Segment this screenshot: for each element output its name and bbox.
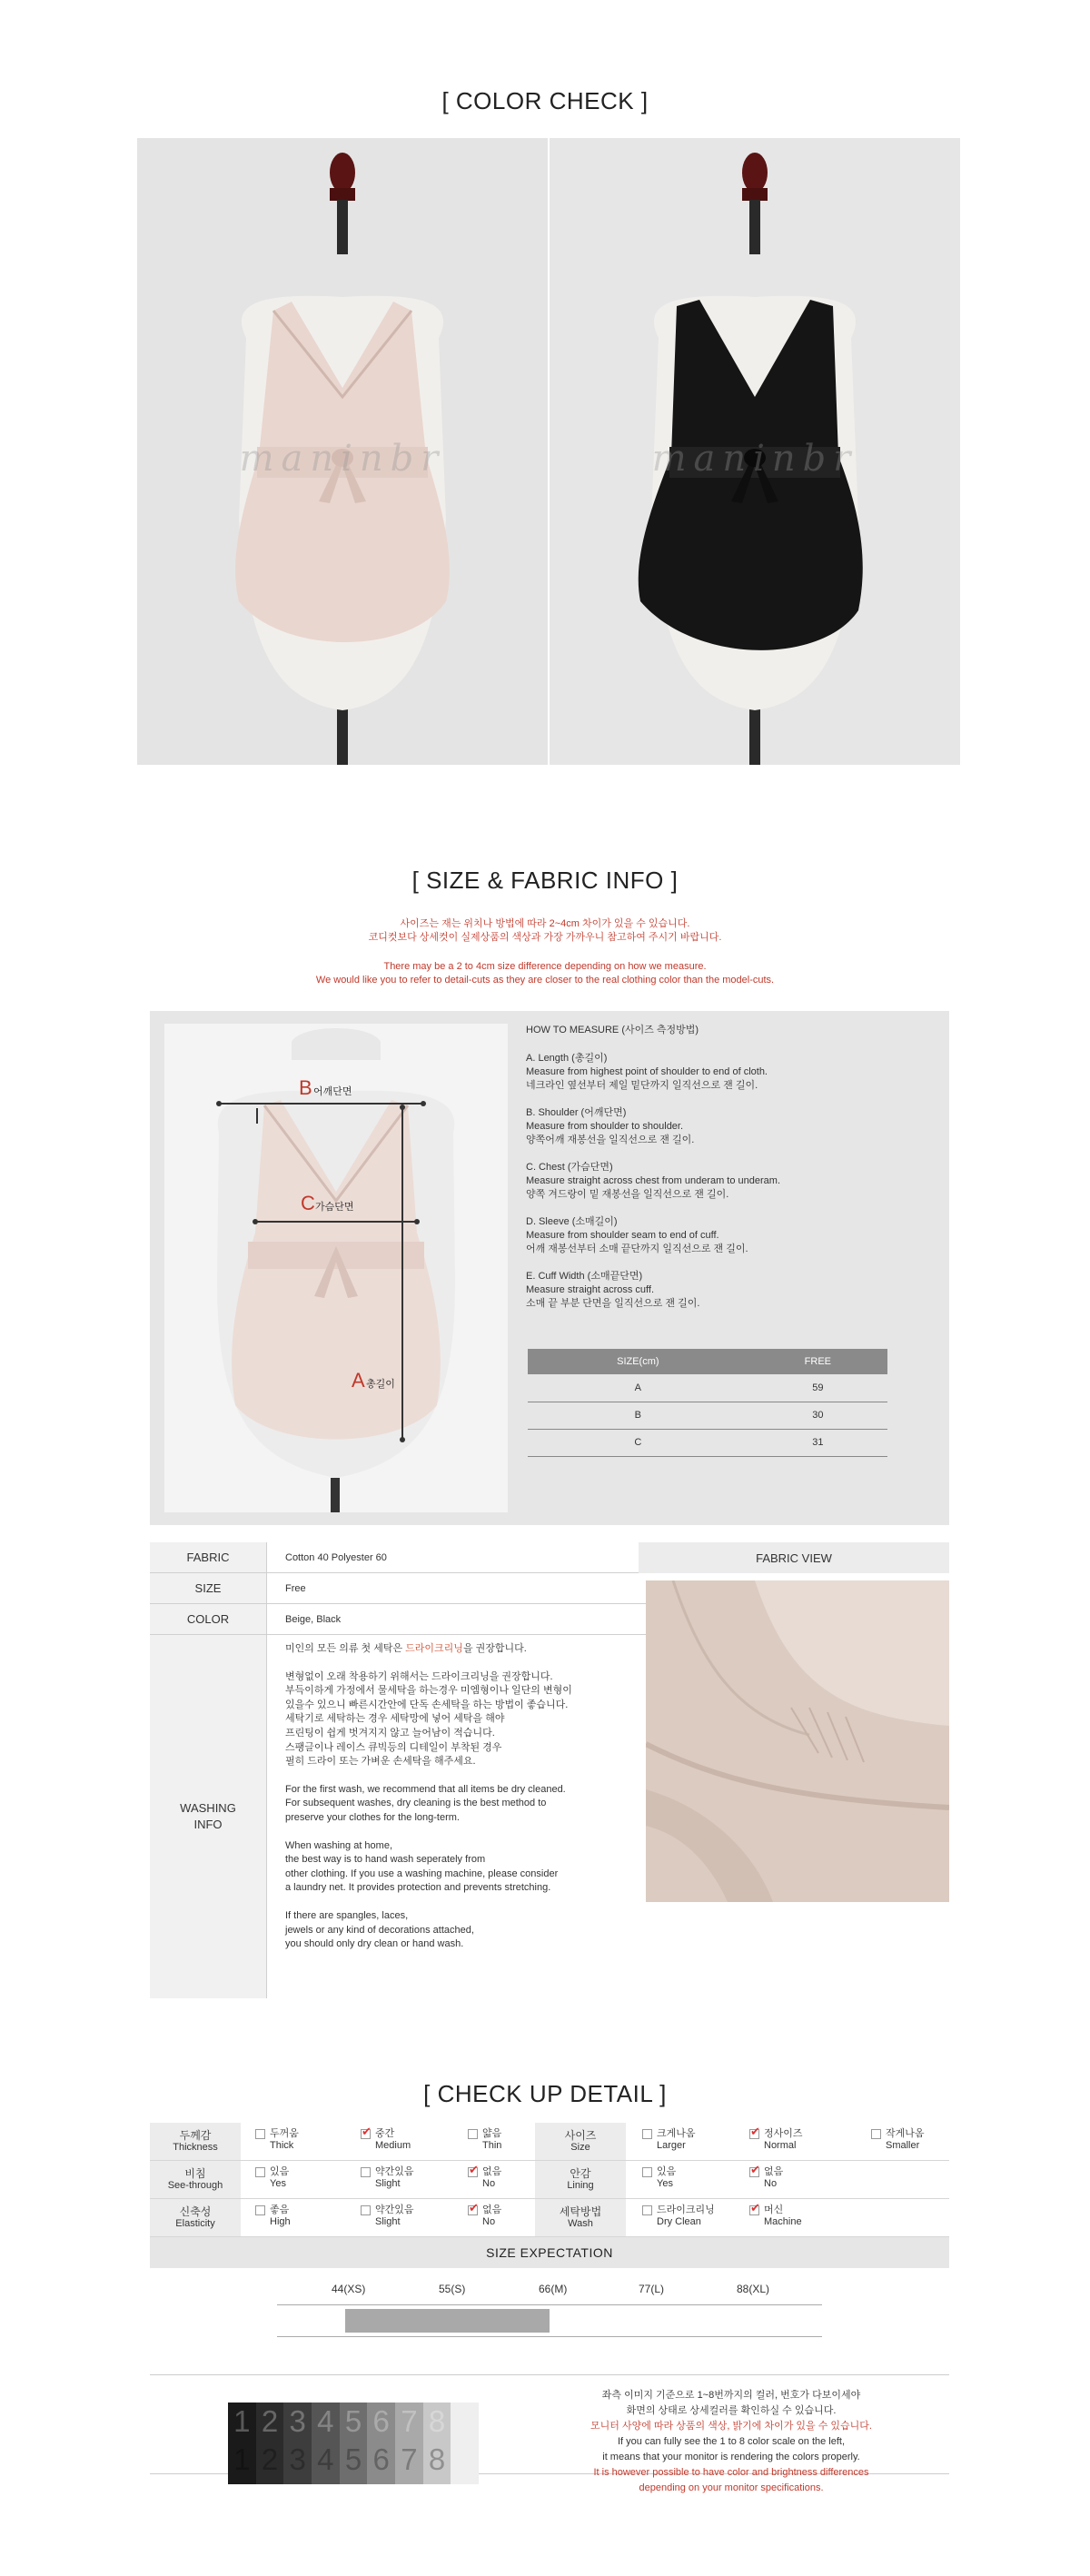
color-scale: [228, 2403, 479, 2484]
wash-intro-highlight: 드라이크리닝: [405, 1643, 463, 1654]
wash-intro-text: 을 권장합니다.: [462, 1643, 527, 1654]
check-option[interactable]: [255, 2128, 299, 2152]
washing-label-line: INFO: [193, 1818, 223, 1831]
color-value: Beige, Black: [266, 1604, 657, 1635]
measure-panel: [150, 1011, 949, 1525]
checkbox-icon[interactable]: [255, 2205, 265, 2215]
option-en: Normal: [764, 2140, 797, 2151]
black-product-photo: [550, 138, 960, 765]
color-scale-digit: 2: [261, 2442, 279, 2476]
check-option[interactable]: [468, 2166, 501, 2190]
wash-line: you should only dry clean or hand wash.: [285, 1938, 464, 1950]
measure-item-en: Measure from shoulder to shoulder.: [526, 1121, 684, 1132]
check-label-kr: 두께감: [179, 2128, 212, 2142]
notice-en-line-2: We would like you to refer to detail-cuts as they are closer to the real clothing color than the model-cuts.: [315, 975, 775, 986]
check-row-3: [150, 2199, 949, 2237]
size-expectation-bar: [277, 2304, 822, 2337]
option-en: Dry Clean: [657, 2216, 701, 2227]
wash-line: 프린팅이 쉽게 벗겨지지 않고 늘어남이 적습니다.: [285, 1727, 495, 1739]
checkbox-icon[interactable]: [361, 2167, 371, 2177]
how-to-measure-title: HOW TO MEASURE (사이즈 측정방법): [526, 1025, 699, 1035]
option-en: Thin: [482, 2140, 502, 2151]
wash-en-2: [285, 1839, 639, 1896]
check-label: [150, 2123, 241, 2160]
size-expectation-title: SIZE EXPECTATION: [150, 2237, 949, 2268]
check-up-title: [ CHECK UP DETAIL ]: [423, 2080, 667, 2107]
option-en: No: [482, 2216, 496, 2227]
checkbox-icon[interactable]: [642, 2167, 652, 2177]
measure-item-kr: 네크라인 옆선부터 제일 밑단까지 일직선으로 잰 길이.: [526, 1080, 758, 1091]
washing-label-line: WASHING: [180, 1801, 236, 1815]
check-label-en: Thickness: [173, 2141, 218, 2153]
check-option[interactable]: [361, 2128, 411, 2152]
check-row-2: [150, 2161, 949, 2199]
color-scale-cell: [340, 2403, 368, 2484]
checkbox-icon[interactable]: [255, 2167, 265, 2177]
check-label-en: Size: [570, 2141, 590, 2153]
measure-item: [526, 1106, 926, 1147]
size-label-xl: 88(XL): [737, 2283, 770, 2295]
notice-kr-line-1: 사이즈는 재는 위치나 방법에 따라 2~4cm 차이가 있을 수 있습니다.: [400, 918, 690, 929]
check-label: [535, 2161, 626, 2198]
notice-en-line-1: There may be a 2 to 4cm size difference depending on how we measure.: [383, 961, 707, 972]
checked-checkbox-icon[interactable]: [749, 2205, 759, 2215]
checkbox-icon[interactable]: [255, 2129, 265, 2139]
checked-checkbox-icon[interactable]: [468, 2167, 478, 2177]
option-en: Thick: [270, 2140, 294, 2151]
checkbox-icon[interactable]: [361, 2205, 371, 2215]
color-scale-cell: [367, 2403, 395, 2484]
size-value: Free: [266, 1573, 657, 1604]
check-label: [535, 2123, 626, 2160]
wash-line: When washing at home,: [285, 1839, 393, 1851]
option-kr: 크게나옴: [657, 2128, 696, 2139]
check-option[interactable]: [871, 2128, 925, 2152]
option-en: Machine: [764, 2216, 802, 2227]
wash-line: other clothing. If you use a washing machine, please consider: [285, 1868, 559, 1879]
check-label-en: Lining: [567, 2179, 594, 2191]
option-en: High: [270, 2216, 291, 2227]
measure-item: [526, 1215, 926, 1256]
option-kr: 약간있음: [375, 2166, 414, 2177]
check-label-kr: 세탁방법: [559, 2204, 602, 2218]
color-scale-cell: [312, 2403, 340, 2484]
table-cell: 31: [748, 1429, 887, 1456]
measure-item-heading: E. Cuff Width (소매끝단면): [526, 1271, 643, 1282]
how-to-measure: [526, 1024, 926, 1324]
color-scale-section: [150, 2374, 949, 2493]
measure-item: [526, 1270, 926, 1311]
wash-line: preserve your clothes for the long-term.: [285, 1811, 460, 1823]
option-en: Slight: [375, 2216, 401, 2227]
size-label-s: 55(S): [439, 2283, 466, 2295]
scale-text-line: 모니터 사양에 따라 상품의 색상, 밝기에 차이가 있을 수 있습니다.: [590, 2421, 872, 2432]
option-kr: 없음: [482, 2204, 502, 2215]
check-option[interactable]: [642, 2204, 715, 2228]
table-cell: A: [528, 1374, 748, 1402]
size-table-col: SIZE(cm): [528, 1349, 748, 1374]
color-scale-cell: [423, 2403, 451, 2484]
table-cell: 59: [748, 1374, 887, 1402]
color-scale-notice: [550, 2388, 913, 2496]
measure-item-kr: 양쪽 겨드랑이 밑 재봉선을 일직선으로 잰 길이.: [526, 1189, 729, 1200]
check-option[interactable]: [255, 2166, 289, 2190]
size-label-xs: 44(XS): [332, 2283, 366, 2295]
size-expectation-fill: [345, 2309, 550, 2333]
wash-kr: [285, 1670, 639, 1769]
color-scale-cell: [228, 2403, 256, 2484]
check-label-en: See-through: [167, 2179, 223, 2191]
color-scale-cell: [395, 2403, 423, 2484]
check-option[interactable]: [468, 2128, 501, 2152]
color-scale-digit: 6: [372, 2442, 390, 2476]
measure-item: [526, 1161, 926, 1202]
check-option[interactable]: [749, 2166, 783, 2190]
size-table-header: [528, 1349, 887, 1374]
check-label-kr: 신축성: [179, 2204, 212, 2218]
scale-text-line: it means that your monitor is rendering the colors properly.: [602, 2452, 860, 2462]
wash-intro: [285, 1642, 639, 1657]
wash-line: the best way is to hand wash seperately from: [285, 1854, 486, 1866]
wash-line: 세탁기로 세탁하는 경우 세탁망에 넣어 세탁을 해야: [285, 1713, 505, 1725]
checkbox-icon[interactable]: [468, 2129, 478, 2139]
scale-text-line: If you can fully see the 1 to 8 color scale on the left,: [617, 2436, 846, 2447]
wash-line: 부득이하게 가정에서 물세탁을 하는경우 미엠형이나 일단의 변형이: [285, 1685, 572, 1697]
table-cell: 30: [748, 1402, 887, 1429]
color-scale-cell: [283, 2403, 312, 2484]
label-a: A: [352, 1369, 365, 1392]
check-option[interactable]: [361, 2204, 414, 2228]
option-kr: 정사이즈: [764, 2128, 803, 2139]
watermark: maninbr: [239, 438, 446, 480]
checkbox-icon[interactable]: [871, 2129, 881, 2139]
measure-item: [526, 1052, 926, 1093]
checked-checkbox-icon[interactable]: [468, 2205, 478, 2215]
check-option[interactable]: [255, 2204, 291, 2228]
option-kr: 있음: [270, 2166, 290, 2177]
scale-text-line: depending on your monitor specifications.: [639, 2482, 824, 2493]
option-en: Medium: [375, 2140, 411, 2151]
color-scale-digit: 5: [344, 2442, 362, 2476]
measure-item-en: Measure from shoulder seam to end of cuff.: [526, 1230, 719, 1241]
label-b-sub: 어깨단면: [313, 1086, 352, 1097]
measure-item-heading: B. Shoulder (어깨단면): [526, 1107, 627, 1118]
check-option[interactable]: [468, 2204, 501, 2228]
option-en: No: [764, 2178, 778, 2189]
measure-item-kr: 소매 끝 부분 단면을 일직선으로 잰 길이.: [526, 1298, 700, 1309]
check-option[interactable]: [642, 2128, 696, 2152]
label-b: B: [299, 1076, 312, 1099]
wash-line: jewels or any kind of decorations attached,: [285, 1924, 474, 1936]
check-label-kr: 사이즈: [564, 2128, 597, 2142]
color-label: COLOR: [150, 1604, 266, 1635]
washing-info: [266, 1635, 657, 1998]
option-kr: 작게나옴: [886, 2128, 925, 2139]
option-en: Yes: [657, 2178, 673, 2189]
option-en: Yes: [270, 2178, 286, 2189]
wash-line: If there are spangles, laces,: [285, 1909, 409, 1921]
measure-diagram: [164, 1024, 508, 1512]
option-en: Larger: [657, 2140, 686, 2151]
option-en: Slight: [375, 2178, 401, 2189]
wash-line: 있을수 있으니 빠른시간안에 단독 손세탁을 하는 방법이 좋습니다.: [285, 1699, 569, 1710]
check-option[interactable]: [749, 2128, 803, 2152]
check-row-1: [150, 2123, 949, 2161]
fabric-view-photo: [646, 1580, 949, 1902]
fabric-info: [150, 1542, 949, 1998]
fabric-value: Cotton 40 Polyester 60: [266, 1542, 657, 1573]
check-option[interactable]: [749, 2204, 802, 2228]
beige-product-photo: [137, 138, 548, 765]
measure-item-en: Measure straight across chest from underam to underam.: [526, 1175, 781, 1186]
color-scale-digit: 7: [401, 2442, 418, 2476]
check-label: [150, 2199, 241, 2236]
wash-line: 스팽글이나 레이스 큐빅등의 디테일이 부착된 경우: [285, 1741, 502, 1753]
wash-line: For subsequent washes, dry cleaning is the best method to: [285, 1798, 547, 1809]
scale-text-line: 화면의 상태로 상세컬러를 확인하실 수 있습니다.: [626, 2405, 837, 2416]
option-kr: 없음: [764, 2166, 784, 2177]
size-table: [528, 1349, 887, 1457]
color-scale-digit: 8: [428, 2404, 446, 2438]
color-scale-digit: 5: [344, 2404, 362, 2438]
option-en: No: [482, 2178, 496, 2189]
check-option[interactable]: [361, 2166, 414, 2190]
wash-line: For the first wash, we recommend that all items be dry cleaned.: [285, 1783, 566, 1795]
fabric-view-title: FABRIC VIEW: [639, 1542, 949, 1573]
scale-text-line: It is however possible to have color and brightness differences: [593, 2467, 869, 2478]
wash-line: 변형없이 오래 착용하기 위해서는 드라이크리닝을 권장합니다.: [285, 1670, 553, 1682]
notice-en: [0, 960, 1090, 987]
checked-checkbox-icon[interactable]: [749, 2129, 759, 2139]
color-scale-digit: 6: [372, 2404, 390, 2438]
color-scale-digit: 1: [233, 2442, 251, 2476]
color-scale-digit: 2: [261, 2404, 279, 2438]
scale-text-line: 좌측 이미지 기준으로 1~8번까지의 컬러, 번호가 다보이세야: [601, 2390, 861, 2401]
color-scale-digit: 8: [428, 2442, 446, 2476]
wash-line: a laundry net. It provides protection and prevents stretching.: [285, 1882, 551, 1894]
check-option[interactable]: [642, 2166, 676, 2190]
label-a-sub: 총길이: [366, 1379, 395, 1390]
watermark: maninbr: [651, 438, 858, 480]
measure-item-en: Measure from highest point of shoulder to end of cloth.: [526, 1066, 768, 1077]
notice-kr-line-2: 코디컷보다 상세컷이 실제상품의 색상과 가장 가까우니 참고하여 주시기 바랍니다.: [368, 932, 722, 943]
color-scale-digit: 1: [233, 2404, 251, 2438]
option-kr: 얇음: [482, 2128, 502, 2139]
option-en: Smaller: [886, 2140, 920, 2151]
check-label: [150, 2161, 241, 2198]
table-row: [528, 1402, 887, 1429]
wash-en-1: [285, 1783, 639, 1826]
size-table-col: FREE: [748, 1349, 887, 1374]
color-scale-digit: 4: [317, 2404, 334, 2438]
notice-kr: [0, 917, 1090, 945]
washing-label: [150, 1635, 266, 1998]
size-label-l: 77(L): [639, 2283, 665, 2295]
option-kr: 있음: [657, 2166, 677, 2177]
color-scale-cell: [256, 2403, 284, 2484]
color-scale-cell: [451, 2403, 479, 2484]
option-kr: 약간있음: [375, 2204, 414, 2215]
table-cell: C: [528, 1429, 748, 1456]
measure-item-kr: 어깨 재봉선부터 소매 끝단까지 일직선으로 잰 길이.: [526, 1243, 748, 1254]
color-check-title: [ COLOR CHECK ]: [441, 87, 649, 114]
check-label-en: Wash: [568, 2217, 593, 2229]
size-fabric-title: [ SIZE & FABRIC INFO ]: [411, 867, 679, 894]
measure-item-heading: A. Length (총길이): [526, 1053, 608, 1064]
color-scale-digit: 7: [401, 2404, 418, 2438]
label-c-sub: 가슴단면: [315, 1202, 354, 1213]
option-kr: 머신: [764, 2204, 784, 2215]
size-label-m: 66(M): [539, 2283, 568, 2295]
checked-checkbox-icon[interactable]: [361, 2129, 371, 2139]
option-kr: 중간: [375, 2128, 395, 2139]
option-kr: 드라이크리닝: [657, 2204, 715, 2215]
measure-item-heading: D. Sleeve (소매길이): [526, 1216, 618, 1227]
option-kr: 좋음: [270, 2204, 290, 2215]
measure-item-heading: C. Chest (가슴단면): [526, 1162, 613, 1173]
measure-item-en: Measure straight across cuff.: [526, 1284, 655, 1295]
wash-intro-text: 미인의 모든 의류 첫 세탁은: [285, 1643, 406, 1654]
color-scale-digit: 4: [317, 2442, 334, 2476]
checkbox-icon[interactable]: [642, 2129, 652, 2139]
check-label: [535, 2199, 626, 2236]
check-label-kr: 안감: [570, 2166, 591, 2180]
fabric-label: FABRIC: [150, 1542, 266, 1573]
color-scale-digit: 3: [289, 2404, 306, 2438]
wash-en-3: [285, 1909, 639, 1952]
check-label-kr: 비침: [184, 2166, 206, 2180]
color-scale-digit: 3: [289, 2442, 306, 2476]
size-label: SIZE: [150, 1573, 266, 1604]
check-label-en: Elasticity: [175, 2217, 215, 2229]
checked-checkbox-icon[interactable]: [749, 2167, 759, 2177]
checkbox-icon[interactable]: [642, 2205, 652, 2215]
option-kr: 두꺼움: [270, 2128, 299, 2139]
option-kr: 없음: [482, 2166, 502, 2177]
wash-line: 필히 드라이 또는 가벼운 손세탁을 해주세요.: [285, 1756, 476, 1768]
label-c: C: [301, 1192, 315, 1214]
table-row: [528, 1374, 887, 1402]
table-row: [528, 1429, 887, 1456]
measure-item-kr: 양쪽어깨 재봉선을 일직선으로 잰 길이.: [526, 1134, 695, 1145]
table-cell: B: [528, 1402, 748, 1429]
